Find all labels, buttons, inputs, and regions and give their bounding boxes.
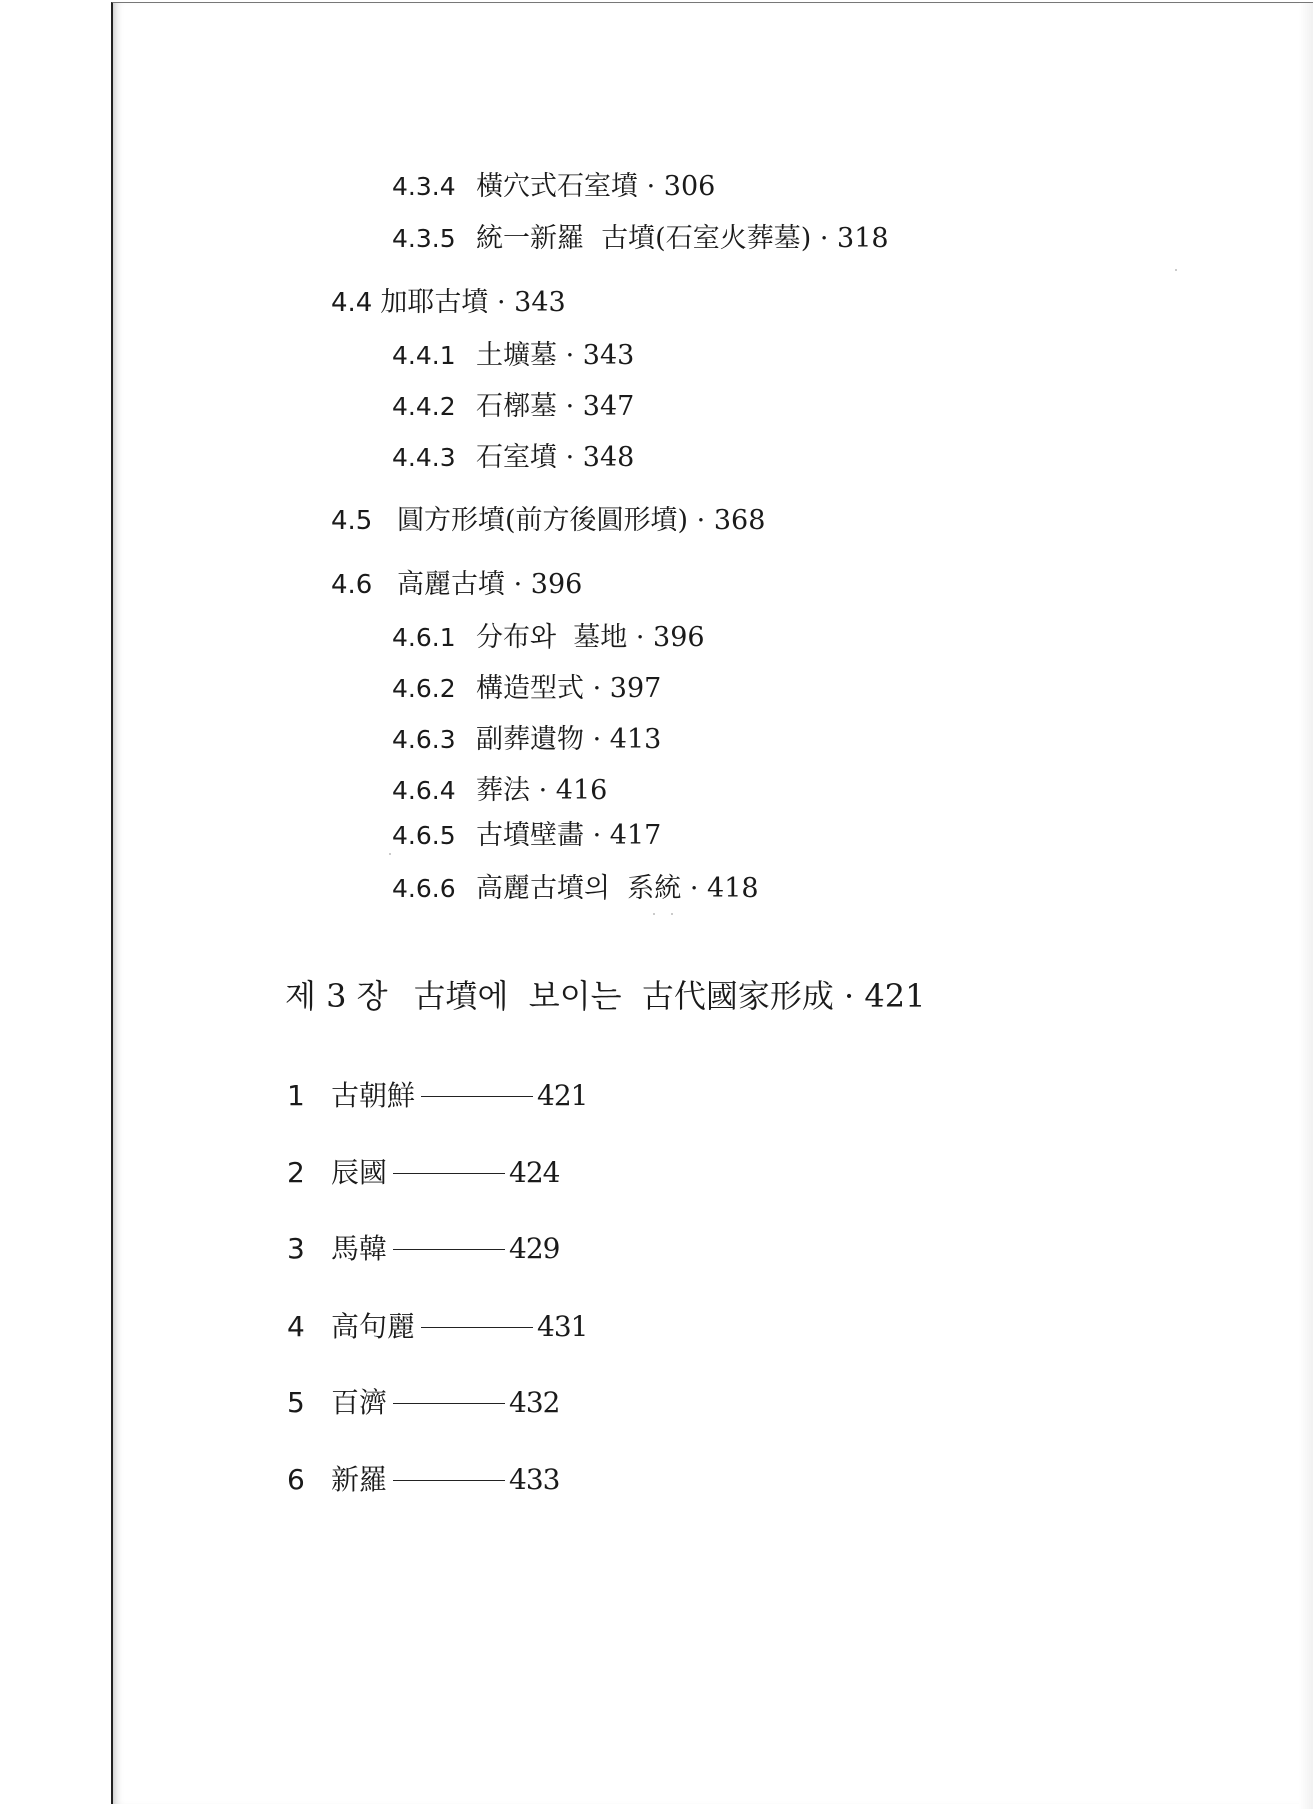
entry-title: 副葬遺物 [476, 724, 584, 755]
entry-separator: · [592, 673, 602, 704]
scan-speck [389, 853, 391, 855]
toc-entry-4-4-2 [392, 393, 634, 420]
entry-page: 396 [653, 622, 705, 653]
chapter-separator: · [844, 977, 855, 1015]
entry-number: 4.6 [331, 570, 373, 600]
entry-page: 396 [530, 569, 583, 600]
entry-separator: · [689, 873, 699, 904]
entry-title: 石槨墓 [476, 391, 557, 422]
entry-title: 土壙墓 [476, 340, 557, 371]
chapter-item-3 [287, 1232, 560, 1265]
entry-separator: · [592, 820, 602, 851]
entry-page: 318 [837, 223, 889, 254]
entry-page: 413 [609, 724, 662, 755]
item-title: 馬韓 [331, 1232, 388, 1265]
entry-page: 347 [582, 391, 635, 422]
entry-title: 古墳壁畵 [476, 820, 584, 851]
entry-title: 葬法 [476, 775, 530, 806]
leader-dash [393, 1480, 505, 1481]
entry-number: 4.6.1 [392, 623, 456, 652]
entry-number: 4.5 [331, 506, 373, 536]
item-number: 1 [287, 1079, 305, 1112]
leader-dash [393, 1173, 505, 1174]
entry-number: 4.4 [331, 288, 373, 318]
entry-separator: · [592, 724, 602, 755]
chapter-item-1 [287, 1079, 588, 1112]
scan-gutter [0, 0, 111, 1806]
chapter-title: 古墳에 보이는 古代國家形成 [413, 977, 834, 1015]
leader-dash [393, 1249, 505, 1250]
item-page: 432 [509, 1386, 560, 1419]
item-title: 古朝鮮 [331, 1079, 416, 1112]
entry-title: 高麗古墳의 系統 [476, 873, 682, 904]
entry-title: 圓方形墳(前方後圓形墳) [397, 505, 689, 536]
scan-speck [1175, 269, 1177, 271]
entry-page: 418 [707, 873, 759, 904]
entry-page: 416 [555, 775, 608, 806]
entry-page: 306 [663, 171, 716, 202]
scan-speck [653, 913, 655, 915]
entry-number: 4.6.2 [392, 674, 456, 703]
entry-separator: · [635, 622, 645, 653]
item-number: 6 [287, 1463, 305, 1496]
chapter-heading [285, 977, 926, 1015]
entry-title: 統一新羅 古墳(石室火葬墓) [476, 223, 812, 254]
toc-entry-4-4-1 [392, 342, 634, 369]
toc-entry-4-6 [331, 571, 582, 598]
entry-page: 343 [582, 340, 635, 371]
entry-separator: · [819, 223, 829, 254]
chapter-page: 421 [864, 977, 926, 1015]
entry-page: 348 [582, 442, 635, 473]
entry-title: 石室墳 [476, 442, 557, 473]
leader-dash [421, 1096, 533, 1097]
item-number: 2 [287, 1156, 305, 1189]
entry-separator: · [565, 391, 575, 422]
entry-number: 4.4.3 [392, 443, 456, 472]
entry-title: 橫穴式石室墳 [476, 171, 638, 202]
entry-separator: · [513, 569, 523, 600]
item-page: 431 [537, 1310, 588, 1343]
item-title: 辰國 [331, 1156, 388, 1189]
toc-entry-4-5 [331, 507, 765, 534]
chapter-item-4 [287, 1310, 588, 1343]
chapter-item-2 [287, 1156, 560, 1189]
item-page: 421 [537, 1079, 588, 1112]
toc-entry-4-6-4 [392, 777, 607, 804]
entry-title: 加耶古墳 [380, 287, 489, 318]
item-page: 429 [509, 1232, 560, 1265]
toc-entry-4-6-3 [392, 726, 661, 753]
entry-number: 4.3.4 [392, 172, 456, 201]
entry-number: 4.6.6 [392, 874, 456, 903]
entry-page: 397 [609, 673, 662, 704]
entry-page: 343 [514, 287, 566, 318]
item-title: 新羅 [331, 1463, 388, 1496]
toc-entry-4-6-1 [392, 624, 705, 651]
entry-separator: · [646, 171, 656, 202]
chapter-item-6 [287, 1463, 560, 1496]
entry-page: 417 [609, 820, 662, 851]
entry-title: 高麗古墳 [397, 569, 505, 600]
entry-separator: · [565, 340, 575, 371]
entry-number: 4.6.3 [392, 725, 456, 754]
entry-page: 368 [713, 505, 766, 536]
item-page: 424 [509, 1156, 560, 1189]
toc-entry-4-6-2 [392, 675, 661, 702]
item-title: 高句麗 [331, 1310, 416, 1343]
chapter-item-5 [287, 1386, 560, 1419]
entry-number: 4.4.1 [392, 341, 456, 370]
book-page [111, 2, 1313, 1804]
item-number: 3 [287, 1232, 305, 1265]
leader-dash [393, 1403, 505, 1404]
toc-entry-4-6-5 [392, 822, 661, 849]
entry-title: 分布와 墓地 [476, 622, 628, 653]
entry-separator: · [538, 775, 548, 806]
toc-entry-4-3-5 [392, 225, 889, 252]
item-title: 百濟 [331, 1386, 388, 1419]
toc-entry-4-4-3 [392, 444, 634, 471]
entry-number: 4.4.2 [392, 392, 456, 421]
item-number: 5 [287, 1386, 305, 1419]
entry-separator: · [565, 442, 575, 473]
page-edge-shadow [1299, 3, 1313, 1809]
chapter-label: 제 3 장 [285, 977, 388, 1015]
item-page: 433 [509, 1463, 560, 1496]
scan-speck [671, 913, 673, 915]
item-number: 4 [287, 1310, 305, 1343]
entry-number: 4.6.5 [392, 821, 456, 850]
entry-separator: · [696, 505, 706, 536]
toc-entry-4-4 [331, 289, 566, 316]
leader-dash [421, 1327, 533, 1328]
entry-number: 4.6.4 [392, 776, 456, 805]
entry-separator: · [496, 287, 506, 318]
entry-number: 4.3.5 [392, 224, 456, 253]
toc-entry-4-3-4 [392, 173, 715, 200]
entry-title: 構造型式 [476, 673, 584, 704]
toc-entry-4-6-6 [392, 875, 759, 902]
